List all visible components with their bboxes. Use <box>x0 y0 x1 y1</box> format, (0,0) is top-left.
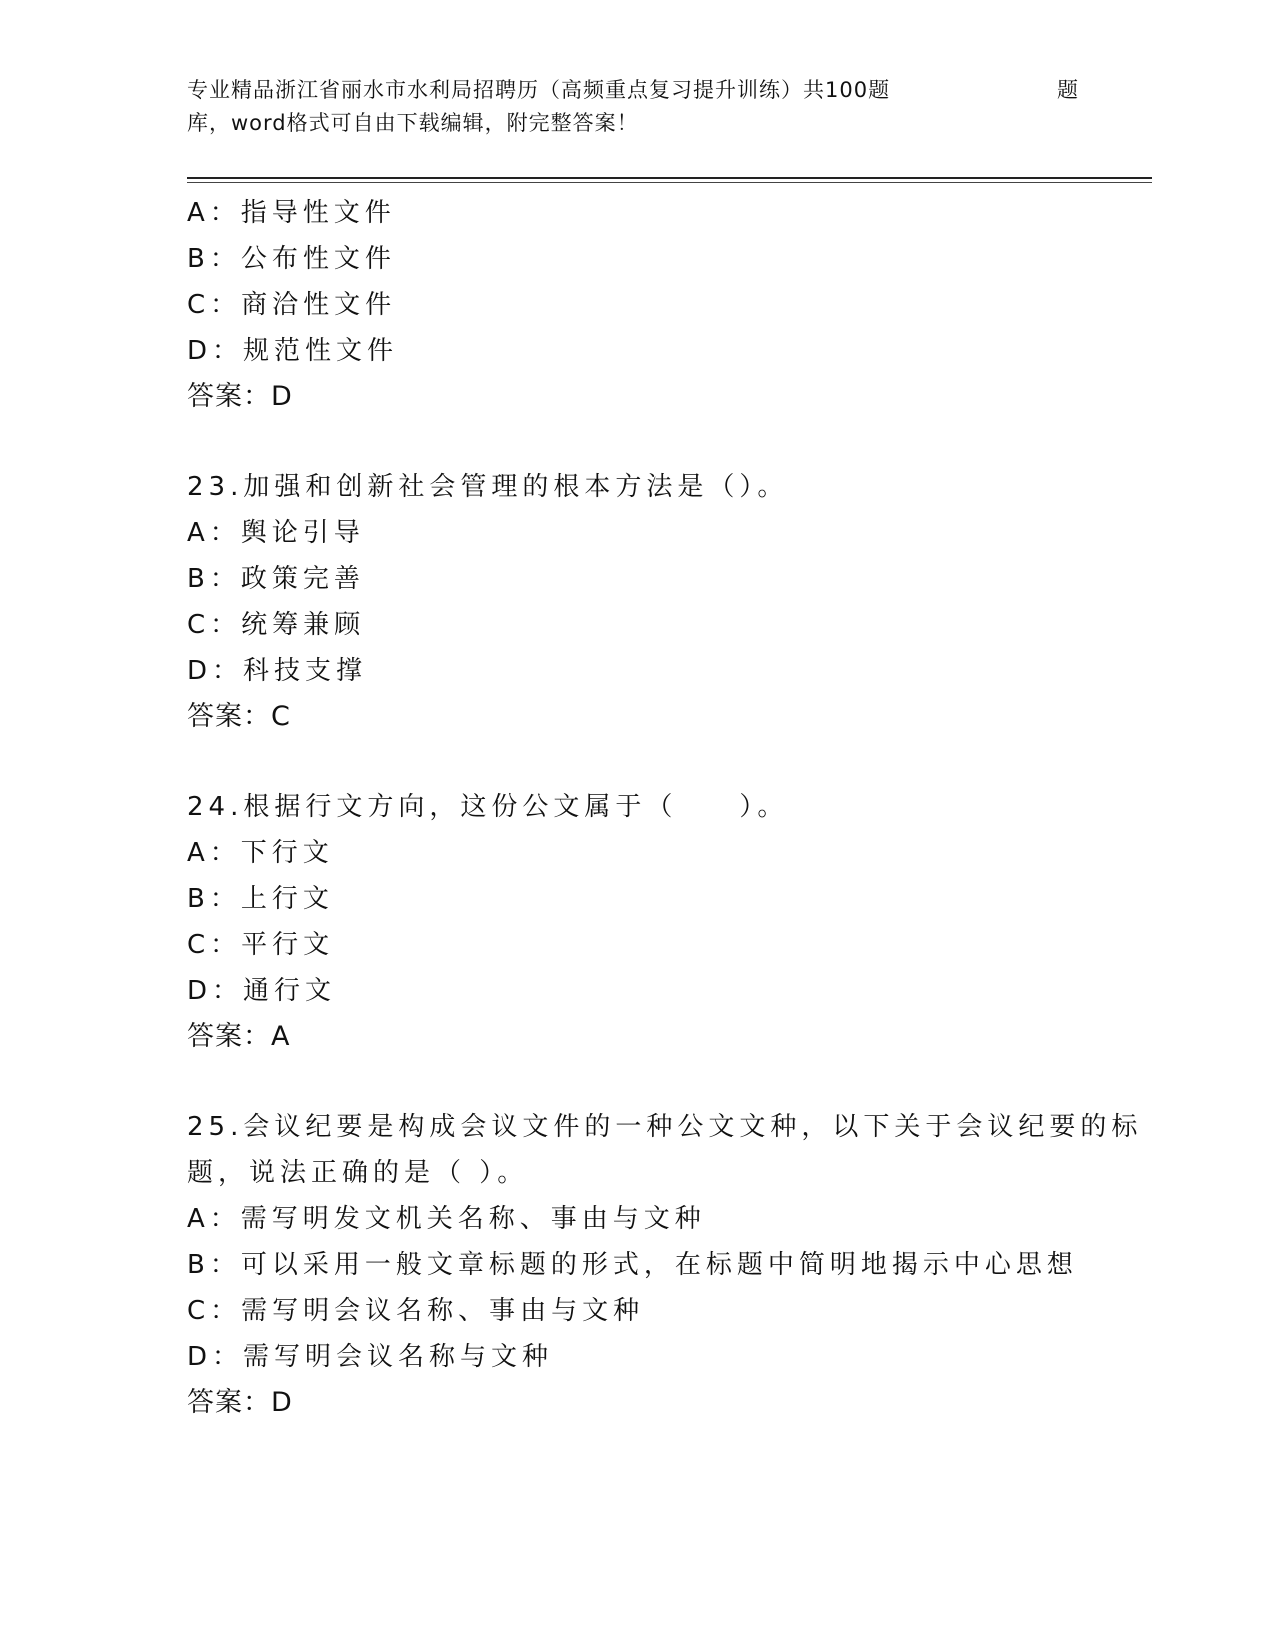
option-c: C：统筹兼顾 <box>187 610 366 640</box>
option-b: B：政策完善 <box>187 564 365 594</box>
question-22 <box>187 190 1147 420</box>
answer: 答案：D <box>187 381 293 412</box>
option-b: B：公布性文件 <box>187 244 396 274</box>
option-a: A：指导性文件 <box>187 198 396 228</box>
option-b: B：可以采用一般文章标题的形式，在标题中简明地揭示中心思想 <box>187 1250 1078 1280</box>
option-b: B：上行文 <box>187 884 334 914</box>
option-c: C：需写明会议名称、事由与文种 <box>187 1296 645 1326</box>
document-header <box>187 74 1087 140</box>
option-a: A：需写明发文机关名称、事由与文种 <box>187 1204 706 1234</box>
option-c: C：商洽性文件 <box>187 290 397 320</box>
question-25 <box>187 1104 1147 1426</box>
question-24 <box>187 784 1147 1060</box>
question-text-line-1: 25.会议纪要是构成会议文件的一种公文文种，以下关于会议纪要的标 <box>187 1112 1143 1142</box>
spacer <box>187 740 1147 784</box>
spacer <box>187 1060 1147 1104</box>
answer: 答案：C <box>187 701 291 732</box>
question-list <box>187 190 1147 1426</box>
spacer <box>187 420 1147 464</box>
header-divider-thick <box>187 177 1152 179</box>
answer: 答案：A <box>187 1021 291 1052</box>
question-text-line-2: 题，说法正确的是（ ）。 <box>187 1158 529 1188</box>
option-a: A：下行文 <box>187 838 334 868</box>
option-d: D：科技支撑 <box>187 656 368 686</box>
answer: 答案：D <box>187 1387 293 1418</box>
option-a: A：舆论引导 <box>187 518 365 548</box>
question-text: 24.根据行文方向，这份公文属于（ ）。 <box>187 792 789 822</box>
option-d: D：需写明会议名称与文种 <box>187 1342 554 1372</box>
header-line-1-tail: 题 <box>1057 78 1078 102</box>
header-line-2: 库，word格式可自由下载编辑，附完整答案！ <box>187 111 639 135</box>
question-text: 23.加强和创新社会管理的根本方法是（）。 <box>187 472 789 502</box>
option-d: D：规范性文件 <box>187 336 399 366</box>
option-c: C：平行文 <box>187 930 335 960</box>
question-23 <box>187 464 1147 740</box>
header-line-1: 专业精品浙江省丽水市水利局招聘历（高频重点复习提升训练）共100题 <box>187 78 891 102</box>
option-d: D：通行文 <box>187 976 337 1006</box>
header-divider-thin <box>187 182 1152 183</box>
